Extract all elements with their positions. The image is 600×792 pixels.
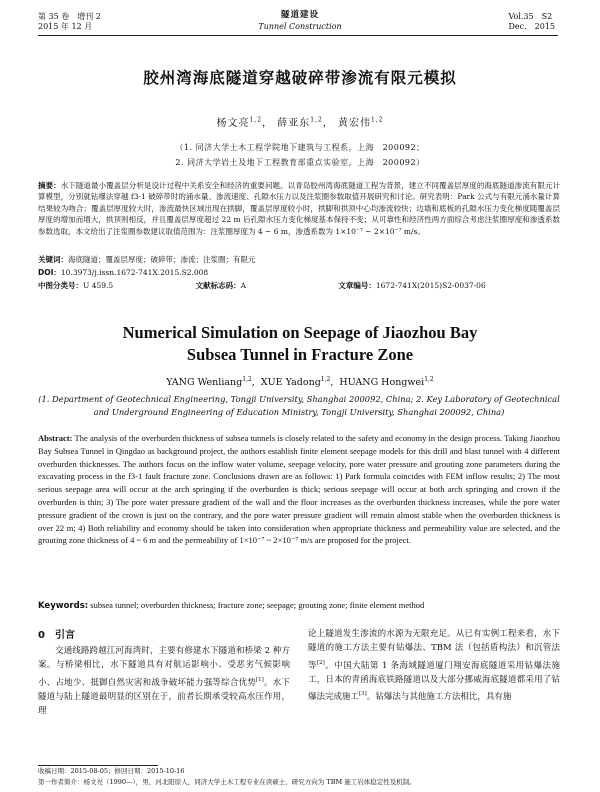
title-en	[0, 322, 600, 366]
journal-name-cn: 隧道建设	[280, 10, 319, 20]
doc-code-label: 文献标志码：	[195, 281, 241, 290]
author-cn-2: 薛亚东	[277, 118, 311, 129]
author-en-3: HUANG Hongwei	[339, 377, 425, 389]
doi-value: 10.3973/j.issn.1672-741X.2015.S2.008	[60, 268, 209, 277]
keywords-en-text: subsea tunnel; overburden thickness; fracture zone; seepage; grouting zone; finite element method	[90, 600, 425, 610]
abstract-en-text: The analysis of the overburden thickness of subsea tunnels is closely related to the safety and economy in the design process. Taking Jiaozhou Bay Subsea Tunnel in Qingdao as background project, the authors establish finite element seepage models for this drill and blast tunnel with 4 different overburden thicknesses. The authors focus on the inflow water volume, seepage velocity, pore water pressure and grouting zone parameters during the excavating process in the f3-1 fault fracture zone. Conclusions drawn are as follows: 1) Park formula coincides with FEM inflow results; 2) The most serious seepage area will occur at the arch springing if the overburden is thick; serious seepage will occur at both arch springing and crown if the overburden is thin; 3) The pore water pressure gradient of the wall and the floor increases as the overburden thickness increases, while the pore water pressure gradient of the crown is just on the contrary, and the pore water pressure gradient will remain almost stable when the overburden thickness is over 22 m; 4) Both reliability and economy should be taken into consideration when appropriate thickness and permeability value are selected, and the grouting zone thickness of 4 ~ 6 m and the permeability of 1×10⁻⁷ ~ 2×10⁻⁷ m/s are proposed for the project.	[38, 433, 560, 546]
clc	[38, 280, 113, 291]
abstract-cn	[38, 180, 560, 237]
volume-en: Vol.35 S2	[508, 12, 553, 21]
abstract-cn-text: 水下隧道最小覆盖层分析是设计过程中关系安全和经济的重要问题。以青岛胶州湾海底隧道工程为背景，建立不同覆盖层厚度的海底隧道渗流有限元计算模型，分别就钻爆法穿越 f3-1 破碎带时的涌水量、渗流速度、孔隙水压力以及注浆圈参数取值开展研究和讨论。研究表明：Park 公式与有限元涌水量计算结果较为吻合；覆盖层厚度较大时，渗流最快区域出现在拱脚，覆盖层厚度较小时，拱脚和拱顶中心均渗流较快；边墙和底板的孔隙水压力变化梯度随覆盖层厚度的增加而增大，拱顶则相反，并且覆盖层厚度超过 22 m 后孔隙水压力变化梯度基本保持不变；从可靠性和经济性两方面综合考虑注浆圈厚度和渗透系数参数选取，本文给出了注浆圈参数建议取值范围为：注浆圈厚度为 4 ~ 6 m，渗透系数为 1×10⁻⁷ ~ 2×10⁻⁷ m/s。	[38, 181, 561, 236]
keywords-en-label: Keywords:	[38, 601, 89, 611]
citation-ref: [3]	[359, 691, 367, 698]
abstract-cn-label: 摘要：	[38, 181, 61, 190]
doi	[38, 267, 560, 278]
affiliation-cn-2: 2. 同济大学岩土及地下工程教育部重点实验室，上海 200092）	[175, 158, 425, 167]
author-en-2: XUE Yadong	[260, 377, 321, 389]
intro-text-right-cont: 。中国大陆第 1 条海域隧道厦门翔安海底隧道采用钻爆法施工，日本的青函海底铁路隧道以及大部分挪威海底隧道都采用了钻爆法完成施工	[308, 660, 560, 703]
doc-code	[196, 280, 246, 291]
date-en: Dec. 2015	[508, 22, 555, 31]
author-sup: 1,2	[370, 116, 384, 124]
intro-text-left-cont: 。水下隧道与陆上隧道最明显的区别在于，前者长期承受较高水压作用，理	[38, 677, 290, 717]
keywords-cn-label: 关键词：	[38, 255, 68, 264]
clc-value: U 459.5	[83, 281, 114, 290]
author-cn-1: 杨文亮	[216, 118, 250, 129]
header-volume-en	[508, 12, 555, 32]
body-column-right	[308, 627, 560, 705]
article-no	[338, 280, 485, 291]
intro-text-right: 论上隧道发生渗流的水源为无限充足。从已有实例工程来看，水下隧道的施工方法主要有钻爆法、TBM 法（包括盾构法）和沉管法等	[308, 629, 560, 671]
abstract-en	[38, 432, 560, 547]
title-cn: 胶州湾海底隧道穿越破碎带渗流有限元模拟	[143, 69, 457, 87]
keywords-cn	[38, 254, 560, 265]
intro-text-left: 交通线路跨越江河海湾时，主要有修建水下隧道和桥梁 2 种方案。与桥梁相比，水下隧道具有对航运影响小、受恶劣气候影响小、占地少、抵御自然灾害和战争破坏能力强等综合优势	[38, 646, 290, 688]
citation-ref: [2]	[316, 659, 325, 666]
classification-row	[38, 280, 560, 291]
body-column-left	[38, 644, 290, 719]
author-sup: 1,2	[249, 116, 263, 124]
affiliation-cn-1: （1. 同济大学土木工程学院地下建筑与工程系，上海 200092；	[175, 143, 425, 152]
keywords-cn-text: 海底隧道；覆盖层厚度；破碎带；渗流；注浆圈；有限元	[68, 255, 256, 264]
title-en-line2: Subsea Tunnel in Fracture Zone	[186, 345, 414, 364]
article-no-value: 1672-741X(2015)S2-0037-06	[375, 281, 486, 290]
footnote-dates: 收稿日期：2015-08-05；修回日期：2015-10-16	[38, 767, 185, 775]
authors-en: YANG Wenliang$^{1,2}$, XUE Yadong$^{1,2}$, HUANG Hongwei$^{1,2}$	[166, 376, 434, 389]
clc-label: 中图分类号：	[38, 281, 83, 290]
citation-ref: [1]	[256, 676, 264, 683]
author-cn-3: 黄宏伟	[337, 118, 371, 129]
journal-name-en: Tunnel Construction	[258, 22, 342, 31]
affiliations-en: (1. Department of Geotechnical Engineering, Tongji University, Shanghai 200092, China; 2. Key Laboratory of Geotechnical and Underground Engineering of Education Ministry, Tongji University, Shanghai 200092, China)	[38, 394, 560, 417]
volume-cn: 第 35 卷 增刊 2	[38, 12, 101, 21]
author-sup: 1,2	[320, 376, 331, 383]
article-no-label: 文章编号：	[338, 281, 376, 290]
date-cn: 2015 年 12 月	[38, 22, 93, 31]
author-sup: 1,2	[242, 376, 252, 383]
author-sup: 1,2	[424, 376, 434, 383]
footnote-rule	[38, 765, 158, 766]
footnote-author-bio: 第一作者简介：杨文亮（1990—），男，河北阳原人，同济大学土木工程专业在读硕士，研究方向为 TBM 施工岩体稳定性及机制。	[38, 778, 416, 786]
doi-label: DOI：	[38, 268, 61, 277]
keywords-en	[38, 600, 560, 611]
abstract-en-label: Abstract:	[38, 433, 73, 443]
section-heading-introduction: 0 引言	[38, 630, 75, 641]
authors-cn: 杨文亮$^{1,2}$， 薛亚东$^{1,2}$， 黄宏伟$^{1,2}$	[216, 116, 384, 129]
doc-code-value: A	[240, 281, 246, 290]
author-sup: 1,2	[310, 116, 323, 124]
intro-text-right-end: 。钻爆法与其他施工方法相比，具有施	[366, 692, 512, 703]
author-en-1: YANG Wenliang	[166, 377, 243, 389]
title-en-line1: Numerical Simulation on Seepage of Jiaozhou Bay	[122, 323, 478, 342]
header-rule	[38, 35, 558, 36]
